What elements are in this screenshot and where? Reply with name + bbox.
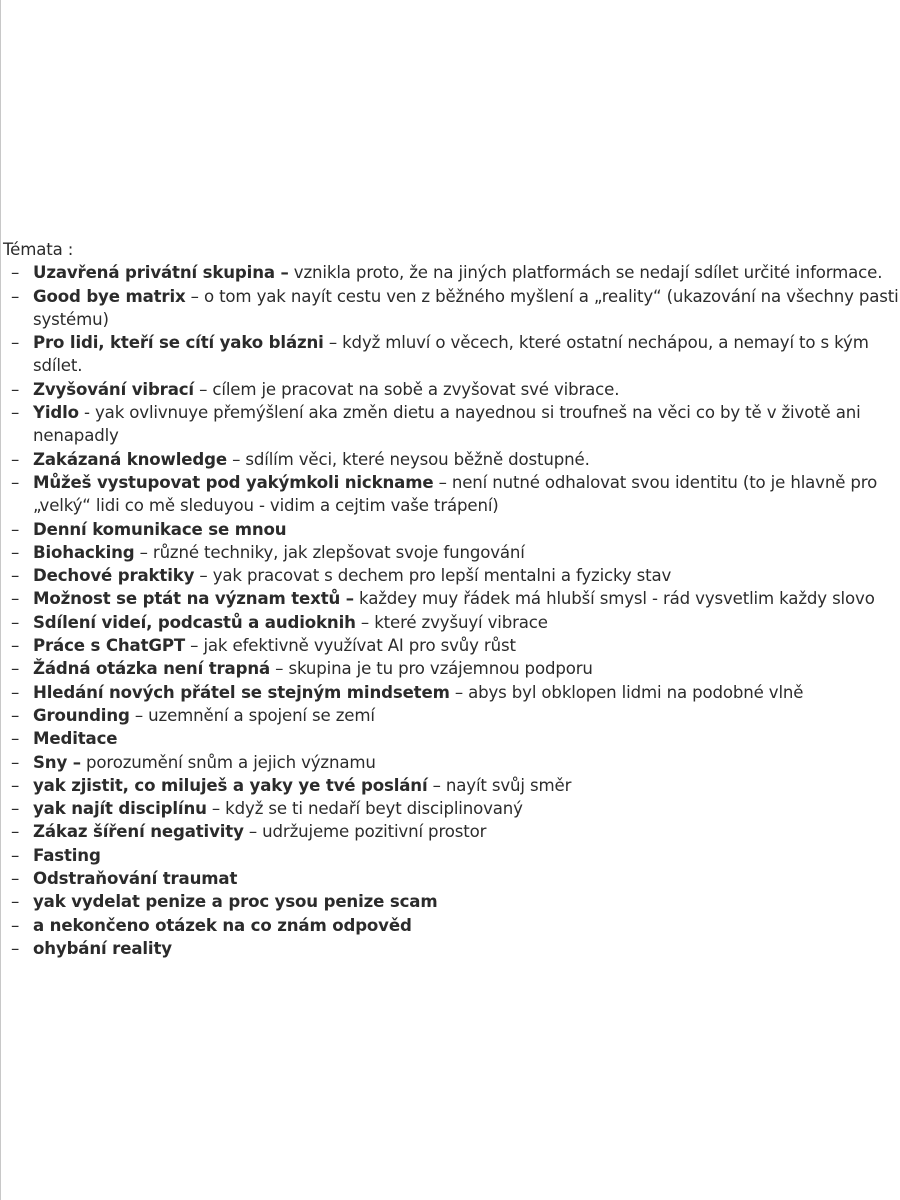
bullet-dash: –	[11, 333, 20, 353]
topic-title: Zvyšování vibrací	[33, 379, 194, 399]
topic-title: Možnost se ptát na význam textů –	[33, 589, 354, 609]
topic-title: yak zjistit, co miluješ a yaky ye tvé poslání	[33, 775, 428, 795]
topic-description: – cílem je pracovat na sobě a zvyšovat své vibrace.	[193, 379, 620, 399]
topic-title: Žádná otázka není trapná	[33, 659, 271, 679]
bullet-dash: –	[11, 636, 20, 656]
bullet-dash: –	[11, 682, 20, 702]
page-left-border	[0, 0, 1, 1200]
topic-description: – sdílím věci, které neysou běžně dostupné.	[226, 449, 590, 469]
topic-item	[3, 401, 900, 448]
topic-description: – o tom yak nayít cestu ven z běžného myšlení a „reality“ (ukazování na všechny pasti systému)	[33, 286, 899, 329]
topic-item	[3, 285, 900, 332]
topic-item	[3, 587, 900, 610]
bullet-dash: –	[11, 286, 20, 306]
bullet-dash: –	[11, 379, 20, 399]
topic-item	[3, 774, 900, 797]
topic-description: – jak efektivně využívat AI pro svůy růst	[185, 636, 516, 656]
topics-list	[3, 261, 900, 960]
topic-description: – yak pracovat s dechem pro lepší mentalni a fyzicky stav	[194, 566, 672, 586]
topic-description: – skupina je tu pro vzájemnou podporu	[270, 659, 593, 679]
topic-item	[3, 727, 900, 750]
topic-title: Fasting	[33, 845, 101, 865]
topic-item	[3, 797, 900, 820]
topic-title: Good bye matrix	[33, 286, 186, 306]
bullet-dash: –	[11, 915, 20, 935]
topic-title: Zakázaná knowledge	[33, 449, 227, 469]
topic-description: - yak ovlivnuye přemýšlení aka změn dietu a nayednou si troufneš na věci co by tě v životě ani nenapadly	[33, 403, 861, 446]
topic-item	[3, 681, 900, 704]
topic-description: porozumění snům a jejich významu	[80, 752, 376, 772]
topic-item	[3, 751, 900, 774]
topic-item	[3, 914, 900, 937]
topic-title: Práce s ChatGPT	[33, 636, 186, 656]
topic-title: Sdílení videí, podcastů a audioknih	[33, 612, 356, 632]
bullet-dash: –	[11, 845, 20, 865]
topic-description: každey muy řádek má hlubší smysl - rád vysvetlim každy slovo	[353, 589, 875, 609]
topic-title: Grounding	[33, 705, 130, 725]
topic-description: – když mluví o věcech, které ostatní nechápou, a nemayí to s kým sdílet.	[33, 333, 869, 376]
topic-description: – nayít svůj směr	[427, 775, 572, 795]
topic-description: – které zvyšuyí vibrace	[355, 612, 548, 632]
bullet-dash: –	[11, 449, 20, 469]
bullet-dash: –	[11, 822, 20, 842]
topic-title: Dechové praktiky	[33, 566, 195, 586]
bullet-dash: –	[11, 566, 20, 586]
topic-item	[3, 937, 900, 960]
topic-title: Pro lidi, kteří se cítí yako blázni	[33, 333, 324, 353]
topic-item	[3, 657, 900, 680]
topic-item	[3, 820, 900, 843]
topic-item	[3, 634, 900, 657]
topic-item	[3, 541, 900, 564]
topic-item	[3, 518, 900, 541]
bullet-dash: –	[11, 589, 20, 609]
topic-description: – udržujeme pozitivní prostor	[243, 822, 487, 842]
topic-description: – uzemnění a spojení se zemí	[129, 705, 375, 725]
topic-item	[3, 261, 900, 284]
bullet-dash: –	[11, 542, 20, 562]
topic-item	[3, 844, 900, 867]
bullet-dash: –	[11, 612, 20, 632]
topic-description: vznikla proto, že na jiných platformách se nedají sdílet určité informace.	[288, 263, 883, 283]
bullet-dash: –	[11, 752, 20, 772]
topic-title: Denní komunikace se mnou	[33, 519, 287, 539]
topic-title: Sny –	[33, 752, 81, 772]
topic-item	[3, 378, 900, 401]
bullet-dash: –	[11, 892, 20, 912]
topic-title: Hledání nových přátel se stejným mindsetem	[33, 682, 450, 702]
bullet-dash: –	[11, 472, 20, 492]
note-body	[3, 238, 900, 960]
topic-title: Meditace	[33, 729, 118, 749]
topic-title: Uzavřená privátní skupina –	[33, 263, 289, 283]
topic-item	[3, 564, 900, 587]
topics-heading: Témata :	[3, 240, 74, 259]
topic-title: Yidlo	[33, 403, 79, 423]
topic-title: Můžeš vystupovat pod yakýmkoli nickname	[33, 472, 434, 492]
topic-description: – abys byl obklopen lidmi na podobné vlně	[449, 682, 804, 702]
topic-item	[3, 704, 900, 727]
topic-title: Zákaz šíření negativity	[33, 822, 244, 842]
topic-item	[3, 448, 900, 471]
bullet-dash: –	[11, 519, 20, 539]
topic-item	[3, 890, 900, 913]
bullet-dash: –	[11, 938, 20, 958]
topic-item	[3, 331, 900, 378]
topic-description: – když se ti nedaří beyt disciplinovaný	[206, 799, 523, 819]
bullet-dash: –	[11, 869, 20, 889]
topic-title: Biohacking	[33, 542, 135, 562]
bullet-dash: –	[11, 705, 20, 725]
bullet-dash: –	[11, 403, 20, 423]
topic-item	[3, 867, 900, 890]
bullet-dash: –	[11, 659, 20, 679]
topic-description: – různé techniky, jak zlepšovat svoje fungování	[134, 542, 525, 562]
topic-item	[3, 471, 900, 518]
bullet-dash: –	[11, 799, 20, 819]
bullet-dash: –	[11, 729, 20, 749]
topic-title: Odstraňování traumat	[33, 869, 238, 889]
topic-title: a nekončeno otázek na co znám odpověd	[33, 915, 412, 935]
topic-description: – není nutné odhalovat svou identitu (to je hlavně pro „velký“ lidi co mě sleduyou - vidim a cejtim vaše trápení)	[33, 472, 878, 516]
topic-title: yak vydelat penize a proc ysou penize scam	[33, 892, 438, 912]
topic-item	[3, 611, 900, 634]
topic-title: ohybání reality	[33, 938, 172, 958]
topic-title: yak najít disciplínu	[33, 799, 207, 819]
bullet-dash: –	[11, 263, 20, 283]
bullet-dash: –	[11, 775, 20, 795]
